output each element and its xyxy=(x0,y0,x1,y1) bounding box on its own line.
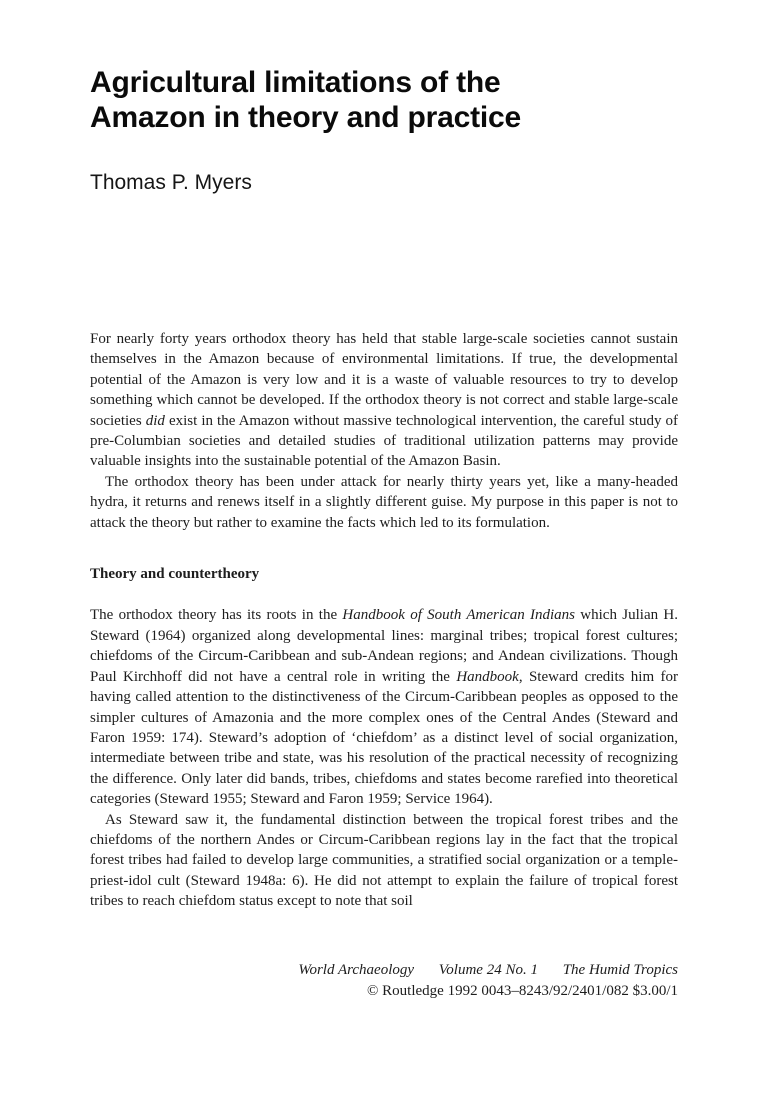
paragraph xyxy=(90,605,678,809)
author-name: Thomas P. Myers xyxy=(90,171,252,194)
text-segment: Handbook of South American Indians xyxy=(342,607,575,624)
paragraph xyxy=(90,472,678,533)
text-segment: exist in the Amazon without massive technological intervention, the careful study of pre-Columbian societies and detailed studies of traditional utilization patterns may provide valuable insights into the sustainable potential of the Amazon Basin. xyxy=(90,412,678,470)
text-segment: For nearly forty years orthodox theory has held that stable large-scale societies cannot sustain themselves in the Amazon because of environmental limitations. If true, the developmental potential of the Amazon is very low and it is a waste of valuable resources to try to develop something which cannot be developed. If the orthodox theory is not correct and stable large-scale societies xyxy=(90,331,678,429)
journal-info-line xyxy=(90,960,678,981)
journal-issue-title: The Humid Tropics xyxy=(562,962,678,978)
paragraph xyxy=(90,810,678,912)
article-title-line2: Amazon in theory and practice xyxy=(90,101,521,134)
theory-section xyxy=(90,605,678,911)
journal-volume: Volume 24 No. 1 xyxy=(438,962,538,978)
text-segment: Handbook xyxy=(456,668,519,685)
journal-name: World Archaeology xyxy=(298,962,415,978)
copyright-line: © Routledge 1992 0043–8243/92/2401/082 $3.00/1 xyxy=(367,982,678,999)
section-heading: Theory and countertheory xyxy=(90,566,260,583)
paragraph xyxy=(90,329,678,472)
text-segment: which Julian H. Steward (1964) organized along developmental lines: marginal tribes; tropical forest cultures; chiefdoms of the Circum-Caribbean and sub-Andean regions; and Andean civilizations. Though Paul Kirchhoff did not have a central role in writing the xyxy=(90,607,678,685)
text-segment: , Steward credits him for having called attention to the distinctiveness of the Circum-Caribbean peoples as opposed to the simpler cultures of Amazonia and the more complex ones of the Central Andes (Steward and Faron 1959: 174). Steward’s adoption of ‘chiefdom’ as a distinct level of social organization, intermediate between tribe and state, was his resolution of the practical necessity of recognizing the difference. Only later did bands, tribes, chiefdoms and states become rarefied into theoretical categories (Steward 1955; Steward and Faron 1959; Service 1964). xyxy=(90,668,679,808)
journal-footer xyxy=(90,960,678,1001)
text-segment: The orthodox theory has its roots in the xyxy=(90,607,343,624)
text-segment: As Steward saw it, the fundamental distinction between the tropical forest tribes and the chiefdoms of the northern Andes or Circum-Caribbean regions lay in the fact that the tropical forest tribes had failed to develop large communities, a stratified social organization or a temple-priest-idol cult (Steward 1948a: 6). He did not attempt to explain the failure of tropical forest tribes to reach chiefdom status except to note that soil xyxy=(90,811,678,910)
text-segment: did xyxy=(145,412,165,429)
article-title xyxy=(90,65,678,135)
text-segment: The orthodox theory has been under attack for nearly thirty years yet, like a many-headed hydra, it returns and renews itself in a slightly different guise. My purpose in this paper is not to attack the theory but rather to examine the facts which led to its formulation. xyxy=(90,473,678,531)
intro-section xyxy=(90,329,678,533)
article-body xyxy=(90,329,678,912)
article-title-line1: Agricultural limitations of the xyxy=(90,66,501,99)
